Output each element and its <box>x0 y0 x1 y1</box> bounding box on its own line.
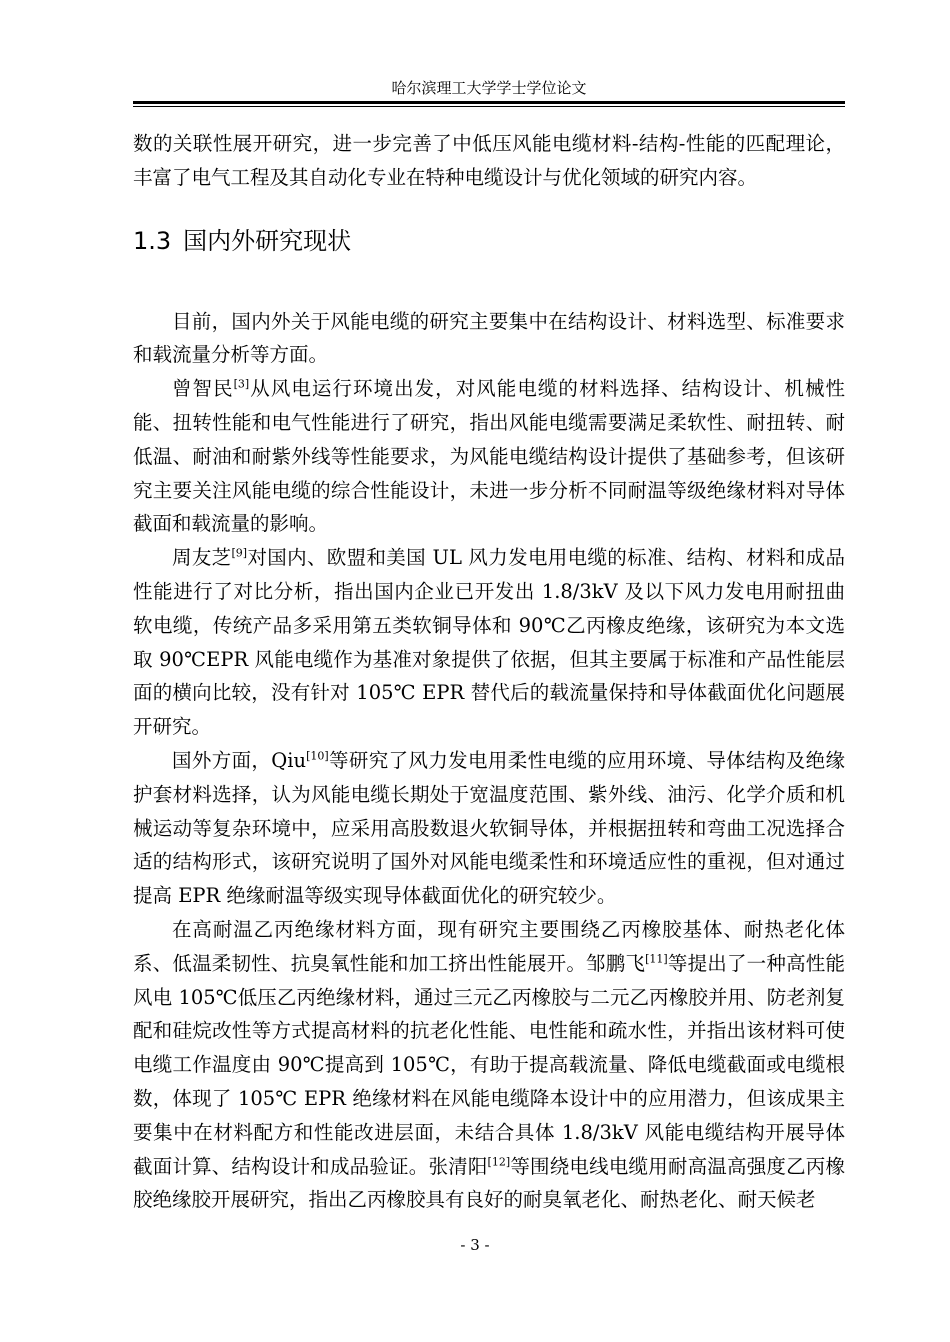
section-title: 国内外研究现状 <box>183 226 352 255</box>
header-rule-thin <box>133 106 845 107</box>
paragraph-5 <box>133 913 845 1217</box>
page-body <box>133 127 845 1217</box>
intro-paragraph: 数的关联性展开研究，进一步完善了中低压风能电缆材料-结构-性能的匹配理论，丰富了电气工程及其自动化专业在特种电缆设计与优化领域的研究内容。 <box>133 132 845 189</box>
p2-text-before: 曾智民 <box>172 377 234 401</box>
p5-text-a: 在高耐温乙丙绝缘材料方面，现有研究主要围绕乙丙橡胶基体、耐热老化体系、低温柔韧性、抗臭氧性能和加工挤出性能展开。邹鹏飞 <box>133 917 845 975</box>
paragraph-2 <box>133 372 845 541</box>
p3-text-before: 周友芝 <box>172 546 232 570</box>
p2-text-after: 从风电运行环境出发，对风能电缆的材料选择、结构设计、机械性能、扭转性能和电气性能进行了研究，指出风能电缆需要满足柔软性、耐扭转、耐低温、耐油和耐紫外线等性能要求，为风能电缆结构设计提供了基础参考，但该研究主要关注风能电缆的综合性能设计，未进一步分析不同耐温等级绝缘材料对导体截面和载流量的影响。 <box>133 377 845 536</box>
paragraph-4 <box>133 744 845 913</box>
running-header: 哈尔滨理工大学学士学位论文 <box>391 79 587 97</box>
citation-ref: [9] <box>231 546 248 560</box>
p4-text-after: 等研究了风力发电用柔性电缆的应用环境、导体结构及绝缘护套材料选择，认为风能电缆长期处于宽温度范围、紫外线、油污、化学介质和机械运动等复杂环境中，应采用高股数退火软铜导体，并根据扭转和弯曲工况选择合适的结构形式，该研究说明了国外对风能电缆柔性和环境适应性的重视，但对通过提高 EPR 绝缘耐温等级实现导体截面优化的研究较少。 <box>133 748 845 908</box>
citation-ref: [3] <box>233 377 250 391</box>
citation-ref: [10] <box>306 749 329 763</box>
citation-ref: [11] <box>645 952 668 966</box>
section-heading <box>133 225 845 257</box>
p5-text-c: 等围绕电线电缆用耐高温高强度乙丙橡胶绝缘胶开展研究，指出乙丙橡胶具有良好的耐臭氧老化、耐热老化、耐天候老 <box>133 1154 845 1212</box>
citation-ref: [12] <box>487 1155 511 1169</box>
header-rule-thick <box>133 101 845 104</box>
p5-text-b: 等提出了一种高性能风电 105℃低压乙丙绝缘材料，通过三元乙丙橡胶与二元乙丙橡胶并用、防老剂复配和硅烷改性等方式提高材料的抗老化性能、电性能和疏水性，并指出该材料可使电缆工作温度由 90℃提高到 105℃，有助于提高载流量、降低电缆截面或电缆根数，体现了 105℃ EPR 绝缘材料在风能电缆降本设计中的应用潜力，但该成果主要集中在材料配方和性能改进层面，未结合具体 1.8/3kV 风能电缆结构开展导体截面计算、结构设计和成品验证。张清阳 <box>133 951 845 1178</box>
paragraph-3 <box>133 541 845 744</box>
section-number: 1.3 <box>133 226 172 255</box>
p4-text-before: 国外方面，Qiu <box>172 748 307 772</box>
paragraph-1: 目前，国内外关于风能电缆的研究主要集中在结构设计、材料选型、标准要求和载流量分析等方面。 <box>133 309 845 367</box>
page-number: - 3 - <box>460 1236 490 1254</box>
p3-text-after: 对国内、欧盟和美国 UL 风力发电用电缆的标准、结构、材料和成品性能进行了对比分析，指出国内企业已开发出 1.8/3kV 及以下风力发电用耐扭曲软电缆，传统产品多采用第五类软铜导体和 90℃乙丙橡皮绝缘，该研究为本文选取 90℃EPR 风能电缆作为基准对象提供了依据，但其主要属于标准和产品性能层面的横向比较，没有针对 105℃ EPR 替代后的载流量保持和导体截面优化问题展开研究。 <box>133 546 845 739</box>
